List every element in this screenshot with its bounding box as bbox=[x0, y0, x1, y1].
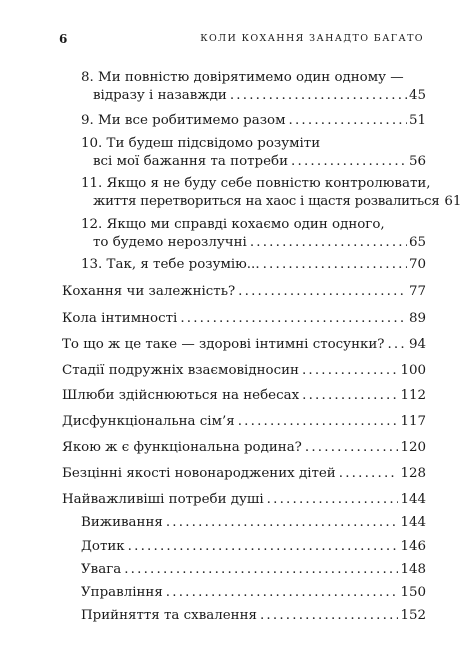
toc-subentry bbox=[81, 584, 426, 602]
toc-entry-page: 45 bbox=[408, 88, 426, 103]
toc-entry-title: Кола інтимності bbox=[62, 311, 178, 326]
toc-entry-title-line: 11. Якщо я не буду себе повністю контролювати, bbox=[81, 176, 431, 191]
toc-entry-page: 100 bbox=[400, 363, 426, 378]
dot-leader bbox=[263, 256, 407, 274]
toc-entry bbox=[81, 175, 462, 211]
toc-entry-title: 13. Так, я тебе розумію... bbox=[81, 257, 260, 272]
toc-entry-page: 61 bbox=[444, 194, 462, 209]
toc-entry-page: 70 bbox=[408, 257, 426, 272]
toc-entry-title: Якою ж є функціональна родина? bbox=[62, 440, 302, 455]
toc-entry-page: 128 bbox=[400, 466, 426, 481]
dot-leader bbox=[250, 234, 407, 252]
toc-entry-page: 152 bbox=[400, 608, 426, 623]
toc-entry-page: 94 bbox=[408, 337, 426, 352]
toc-entry-page: 146 bbox=[400, 539, 426, 554]
toc-entry-title: Кохання чи залежність? bbox=[62, 284, 236, 299]
dot-leader bbox=[267, 491, 399, 509]
toc-entry-title: Дотик bbox=[81, 539, 125, 554]
running-header bbox=[59, 32, 424, 46]
toc-entry-page: 56 bbox=[408, 154, 426, 169]
toc-entry-title-line: 8. Ми повністю довірятимемо один одному — bbox=[81, 70, 404, 85]
dot-leader bbox=[166, 514, 399, 532]
toc-entry-page: 77 bbox=[408, 284, 426, 299]
toc-entry-title: Прийняття та схвалення bbox=[81, 608, 257, 623]
toc-entry-title: Виживання bbox=[81, 515, 163, 530]
toc-entry-title: Управління bbox=[81, 585, 163, 600]
toc-entry-title: Шлюби здійснюються на небесах bbox=[62, 388, 300, 403]
toc-entry-title: То що ж це таке — здорові інтимні стосунки? bbox=[62, 337, 385, 352]
toc-entry-title: Стадії подружніх взаємовідносин bbox=[62, 363, 299, 378]
toc-entry-title: Найважливіші потреби душі bbox=[62, 492, 264, 507]
running-head-title: КОЛИ КОХАННЯ ЗАНАДТО БАГАТО bbox=[200, 33, 424, 44]
dot-leader bbox=[289, 112, 407, 130]
dot-leader bbox=[230, 87, 407, 105]
toc-entry-page: 112 bbox=[400, 388, 426, 403]
toc-subentry bbox=[81, 607, 426, 625]
toc-subentry bbox=[81, 561, 426, 579]
dot-leader bbox=[339, 465, 399, 483]
toc-entry bbox=[62, 283, 426, 301]
toc-entry-title-line: 10. Ти будеш підсвідомо розуміти bbox=[81, 136, 321, 151]
toc-entry-title: Безцінні якості новонароджених дітей bbox=[62, 466, 336, 481]
toc-entry-page: 144 bbox=[400, 492, 426, 507]
dot-leader bbox=[128, 538, 399, 556]
toc-entry bbox=[81, 69, 426, 105]
toc-entry bbox=[81, 216, 426, 252]
toc-entry bbox=[81, 256, 426, 274]
toc-entry-page: 65 bbox=[408, 235, 426, 250]
toc-entry-page: 51 bbox=[408, 113, 426, 128]
toc-entry-page: 144 bbox=[400, 515, 426, 530]
page-number: 6 bbox=[59, 32, 68, 46]
toc-entry bbox=[62, 362, 426, 380]
dot-leader bbox=[166, 584, 399, 602]
toc-entry bbox=[62, 387, 426, 405]
dot-leader bbox=[291, 153, 407, 171]
dot-leader bbox=[238, 283, 407, 301]
toc-entry bbox=[81, 135, 426, 171]
toc-entry bbox=[81, 112, 426, 130]
toc-entry-page: 117 bbox=[400, 414, 426, 429]
dot-leader bbox=[124, 561, 398, 579]
dot-leader bbox=[387, 336, 406, 354]
dot-leader bbox=[302, 387, 398, 405]
dot-leader bbox=[302, 362, 399, 380]
toc-entry-title: життя перетвориться на хаос і щастя розвалиться bbox=[93, 194, 440, 209]
dot-leader bbox=[238, 413, 399, 431]
toc-entry-title-line: 12. Якщо ми справді кохаємо один одного, bbox=[81, 217, 385, 232]
toc-entry-title: 9. Ми все робитимемо разом bbox=[81, 113, 286, 128]
toc-entry bbox=[62, 310, 426, 328]
toc-entry bbox=[62, 439, 426, 457]
toc-entry-page: 150 bbox=[400, 585, 426, 600]
toc-entry-title: Увага bbox=[81, 562, 122, 577]
dot-leader bbox=[305, 439, 399, 457]
toc-entry-page: 148 bbox=[400, 562, 426, 577]
toc-entry-title: всі мої бажання та потреби bbox=[93, 154, 289, 169]
dot-leader bbox=[260, 607, 398, 625]
toc-subentry bbox=[81, 538, 426, 556]
toc-entry bbox=[62, 491, 426, 509]
toc-entry bbox=[62, 413, 426, 431]
toc-subentry bbox=[81, 514, 426, 532]
toc-entry bbox=[62, 465, 426, 483]
toc-entry bbox=[62, 336, 426, 354]
toc-entry-title: Дисфункціональна сім’я bbox=[62, 414, 235, 429]
toc-entry-page: 120 bbox=[400, 440, 426, 455]
toc-entry-title: то будемо нерозлучні bbox=[93, 235, 247, 250]
toc-entry-page: 89 bbox=[408, 311, 426, 326]
dot-leader bbox=[180, 310, 407, 328]
toc-entry-title: відразу і назавжди bbox=[93, 88, 227, 103]
